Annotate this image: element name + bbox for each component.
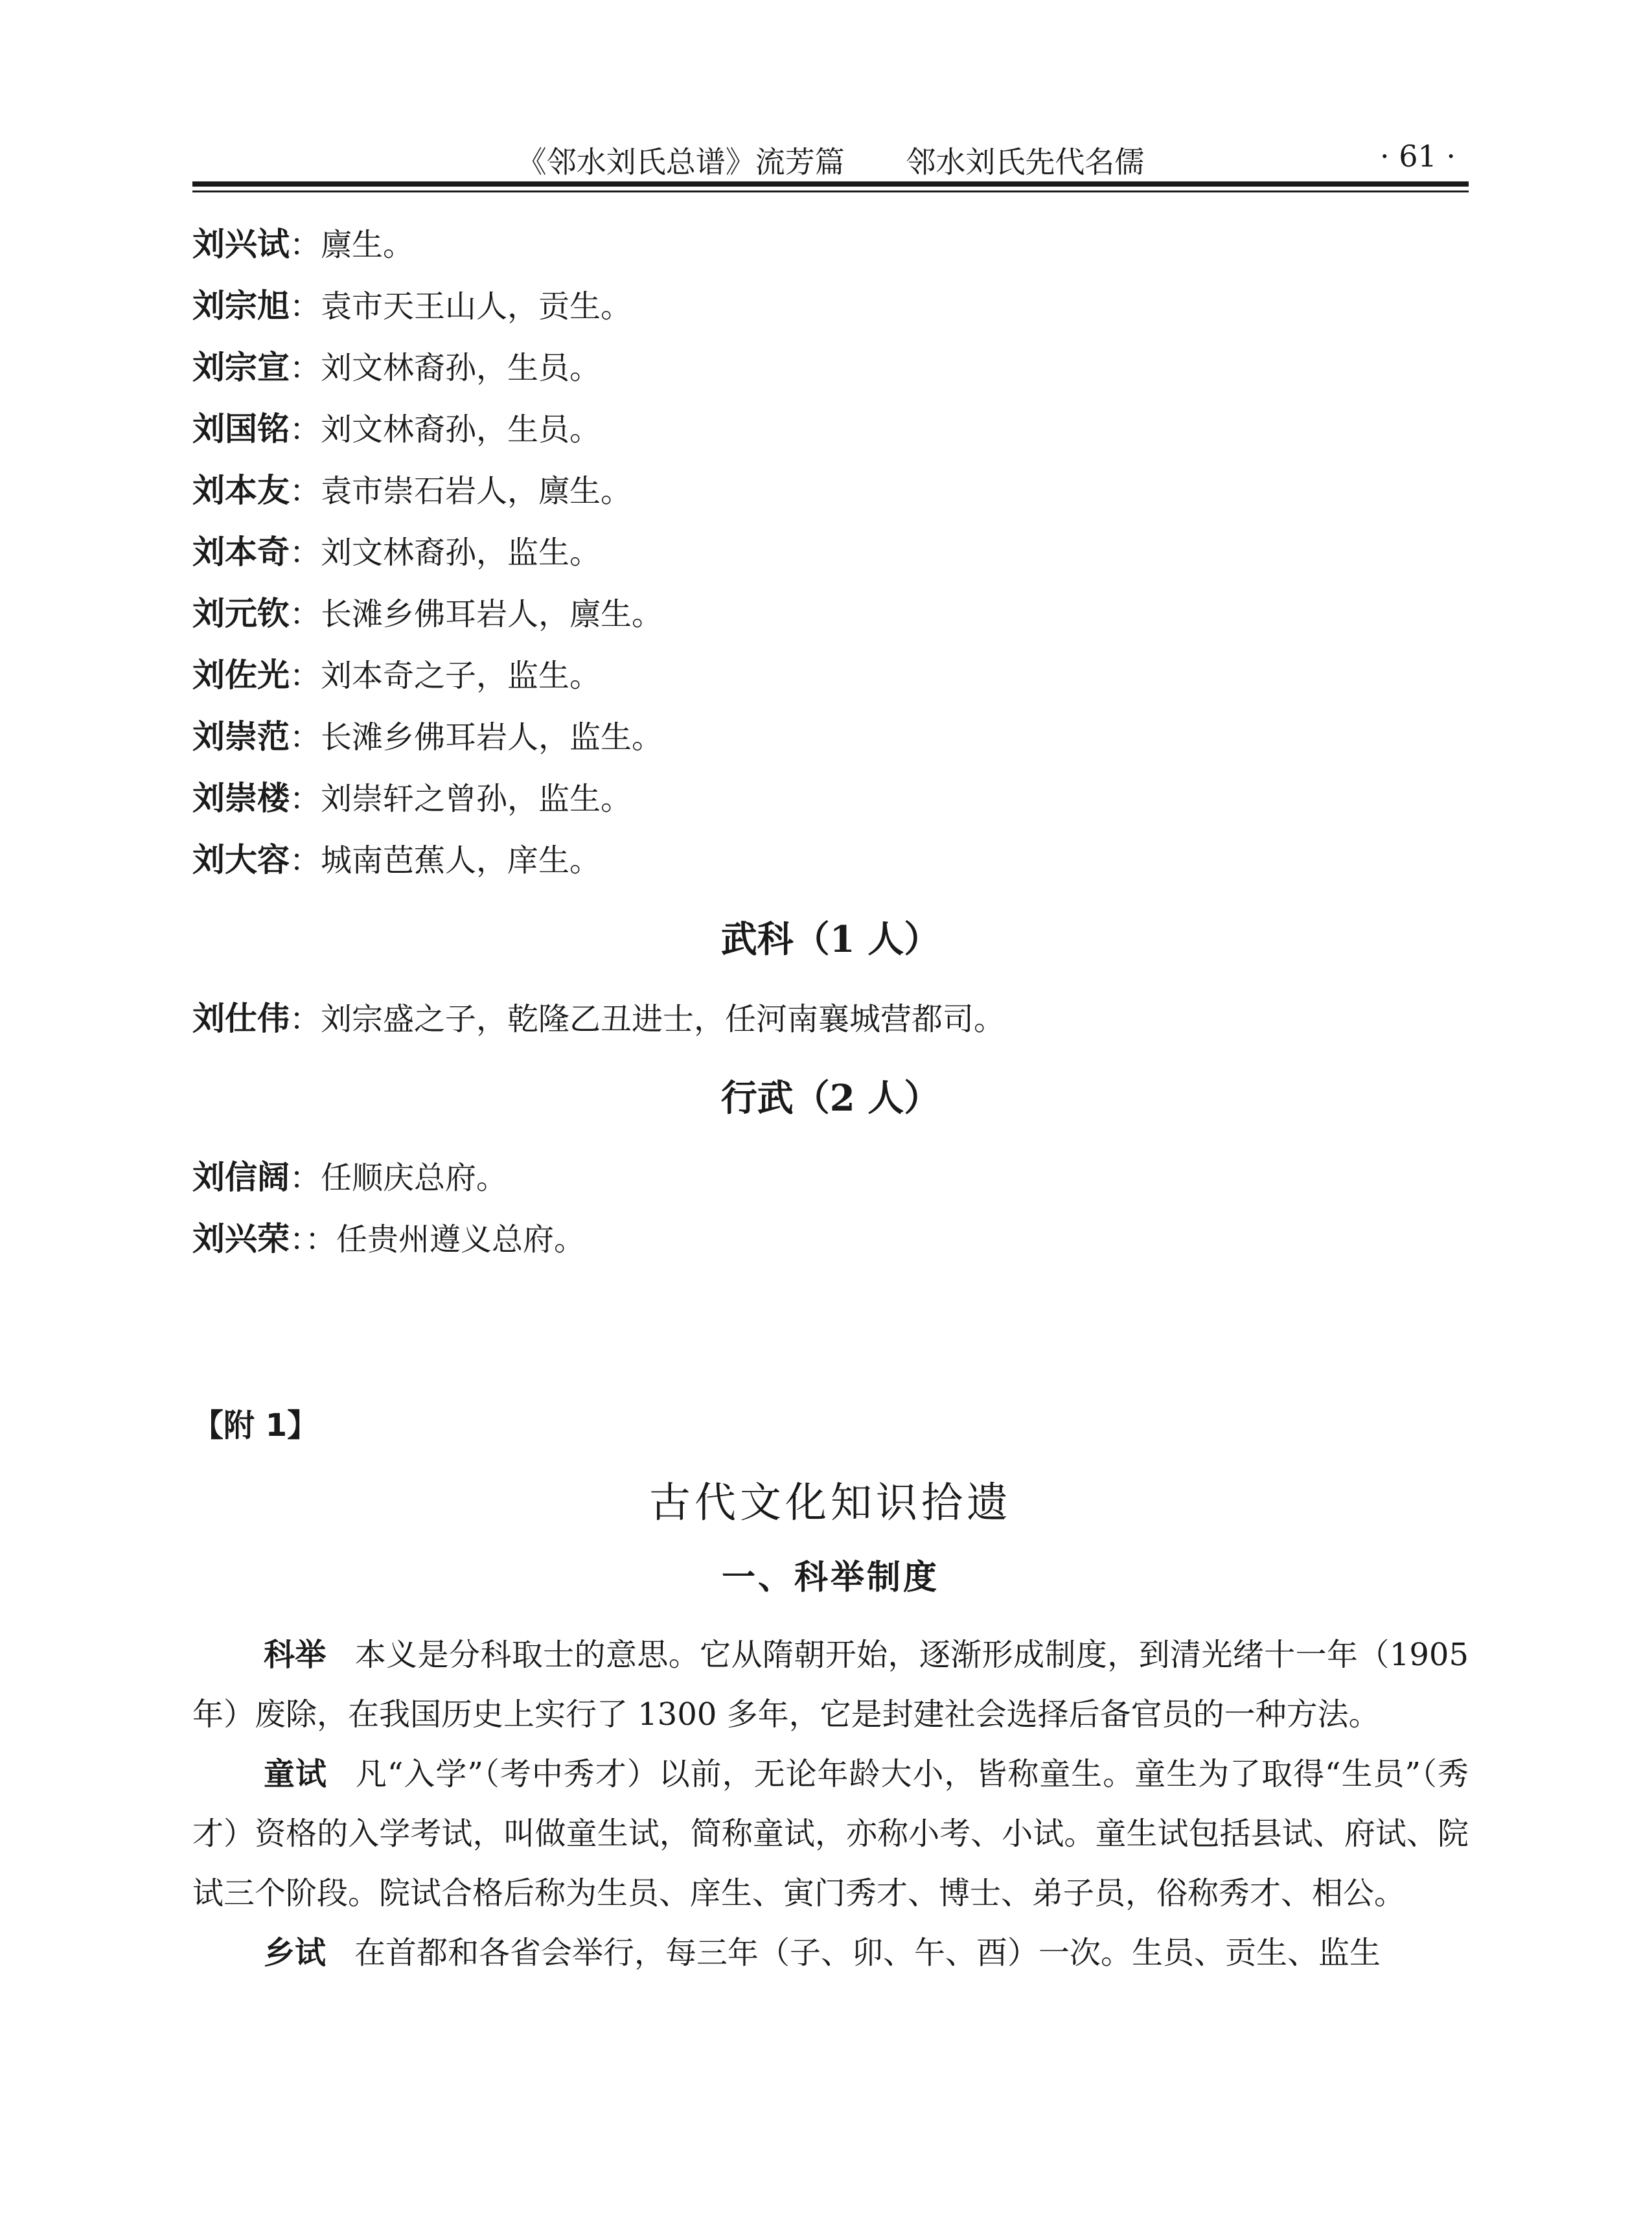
appendix-title: 古代文化知识拾遗 (649, 1479, 1012, 1527)
paragraph-term: 科举 (264, 1637, 327, 1673)
person-name: 刘崇楼 (192, 779, 290, 817)
list-item (192, 1208, 1469, 1270)
list-item (192, 829, 1469, 891)
list-item (192, 706, 1469, 768)
person-name: 刘佐光 (192, 656, 290, 694)
person-name: 刘宗宣 (192, 349, 290, 386)
person-name: 刘国铭 (192, 410, 290, 448)
list-item (192, 583, 1469, 645)
paragraph-text: 本义是分科取士的意思。它从隋朝开始，逐渐形成制度，到清光绪十一年（1905 年）废除，在我国历史上实行了 1300 多年，它是封建社会选择后备官员的一种方法。 (192, 1637, 1469, 1733)
list-item (192, 337, 1469, 398)
header-title (192, 139, 1469, 181)
header-rule-thin (192, 190, 1469, 192)
paragraph-term: 乡试 (264, 1935, 327, 1971)
page-body (192, 214, 1469, 1983)
person-description: ：刘文林裔孙，生员。 (290, 411, 601, 448)
person-description: ：：任贵州遵义总府。 (290, 1221, 586, 1258)
paragraph-text: 凡“入学”（考中秀才）以前，无论年龄大小，皆称童生。童生为了取得“生员”（秀才）资格的入学考试，叫做童生试，简称童试，亦称小考、小试。童生试包括县试、府试、院试三个阶段。院试合格后称为生员、庠生、寅门秀才、博士、弟子员，俗称秀才、相公。 (192, 1756, 1469, 1911)
section-heading-xingwu: 行武（2 人） (720, 1077, 941, 1120)
person-description: ：任顺庆总府。 (290, 1160, 508, 1196)
person-description: ：袁市天王山人，贡生。 (290, 288, 632, 325)
entry-list-wenke (192, 214, 1469, 891)
section-heading-wuke: 武科（1 人） (720, 918, 941, 961)
header-chapter-title: 邻水刘氏先代名儒 (906, 144, 1145, 179)
person-description: ：刘本奇之子，监生。 (290, 658, 601, 694)
list-item (192, 214, 1469, 275)
person-name: 刘宗旭 (192, 287, 290, 325)
page-number: · 61 · (1379, 139, 1456, 174)
header-book-title: 《邻水刘氏总谱》流芳篇 (516, 144, 845, 179)
paragraph-keju (192, 1625, 1469, 1744)
spacer (192, 1270, 1469, 1393)
person-name: 刘信阔 (192, 1159, 290, 1196)
person-name: 刘崇范 (192, 718, 290, 756)
person-name: 刘大容 (192, 841, 290, 879)
paragraph-term: 童试 (264, 1756, 327, 1792)
person-description: ：长滩乡佛耳岩人，廪生。 (290, 596, 663, 632)
list-item (192, 768, 1469, 829)
list-item (192, 398, 1469, 460)
list-item (192, 522, 1469, 583)
list-item (192, 460, 1469, 522)
list-item (192, 988, 1469, 1050)
list-item (192, 275, 1469, 337)
person-description: ：刘崇轩之曾孙，监生。 (290, 781, 632, 817)
appendix-subtitle: 一、科举制度 (721, 1558, 939, 1597)
list-item (192, 645, 1469, 706)
person-name: 刘本奇 (192, 533, 290, 571)
person-description: ：长滩乡佛耳岩人，监生。 (290, 719, 663, 756)
person-description: ：袁市崇石岩人，廪生。 (290, 473, 632, 509)
appendix-label: 【附 1】 (192, 1407, 319, 1444)
person-description: ：廪生。 (290, 227, 415, 263)
person-description: ：刘文林裔孙，生员。 (290, 350, 601, 386)
paragraph-tongshi (192, 1744, 1469, 1923)
person-name: 刘兴荣 (192, 1220, 290, 1258)
person-name: 刘元钦 (192, 595, 290, 632)
person-description: ：刘宗盛之子，乾隆乙丑进士，任河南襄城营都司。 (290, 1001, 1005, 1037)
paragraph-xiangshi (192, 1923, 1469, 1983)
person-name: 刘本友 (192, 472, 290, 509)
person-name: 刘兴试 (192, 225, 290, 263)
header-rule-thick (192, 181, 1469, 187)
person-description: ：城南芭蕉人，庠生。 (290, 842, 601, 879)
person-name: 刘仕伟 (192, 1000, 290, 1037)
paragraph-text: 在首都和各省会举行，每三年（子、卯、午、酉）一次。生员、贡生、监生 (354, 1935, 1381, 1971)
running-header (192, 130, 1469, 181)
person-description: ：刘文林裔孙，监生。 (290, 535, 601, 571)
list-item (192, 1147, 1469, 1208)
